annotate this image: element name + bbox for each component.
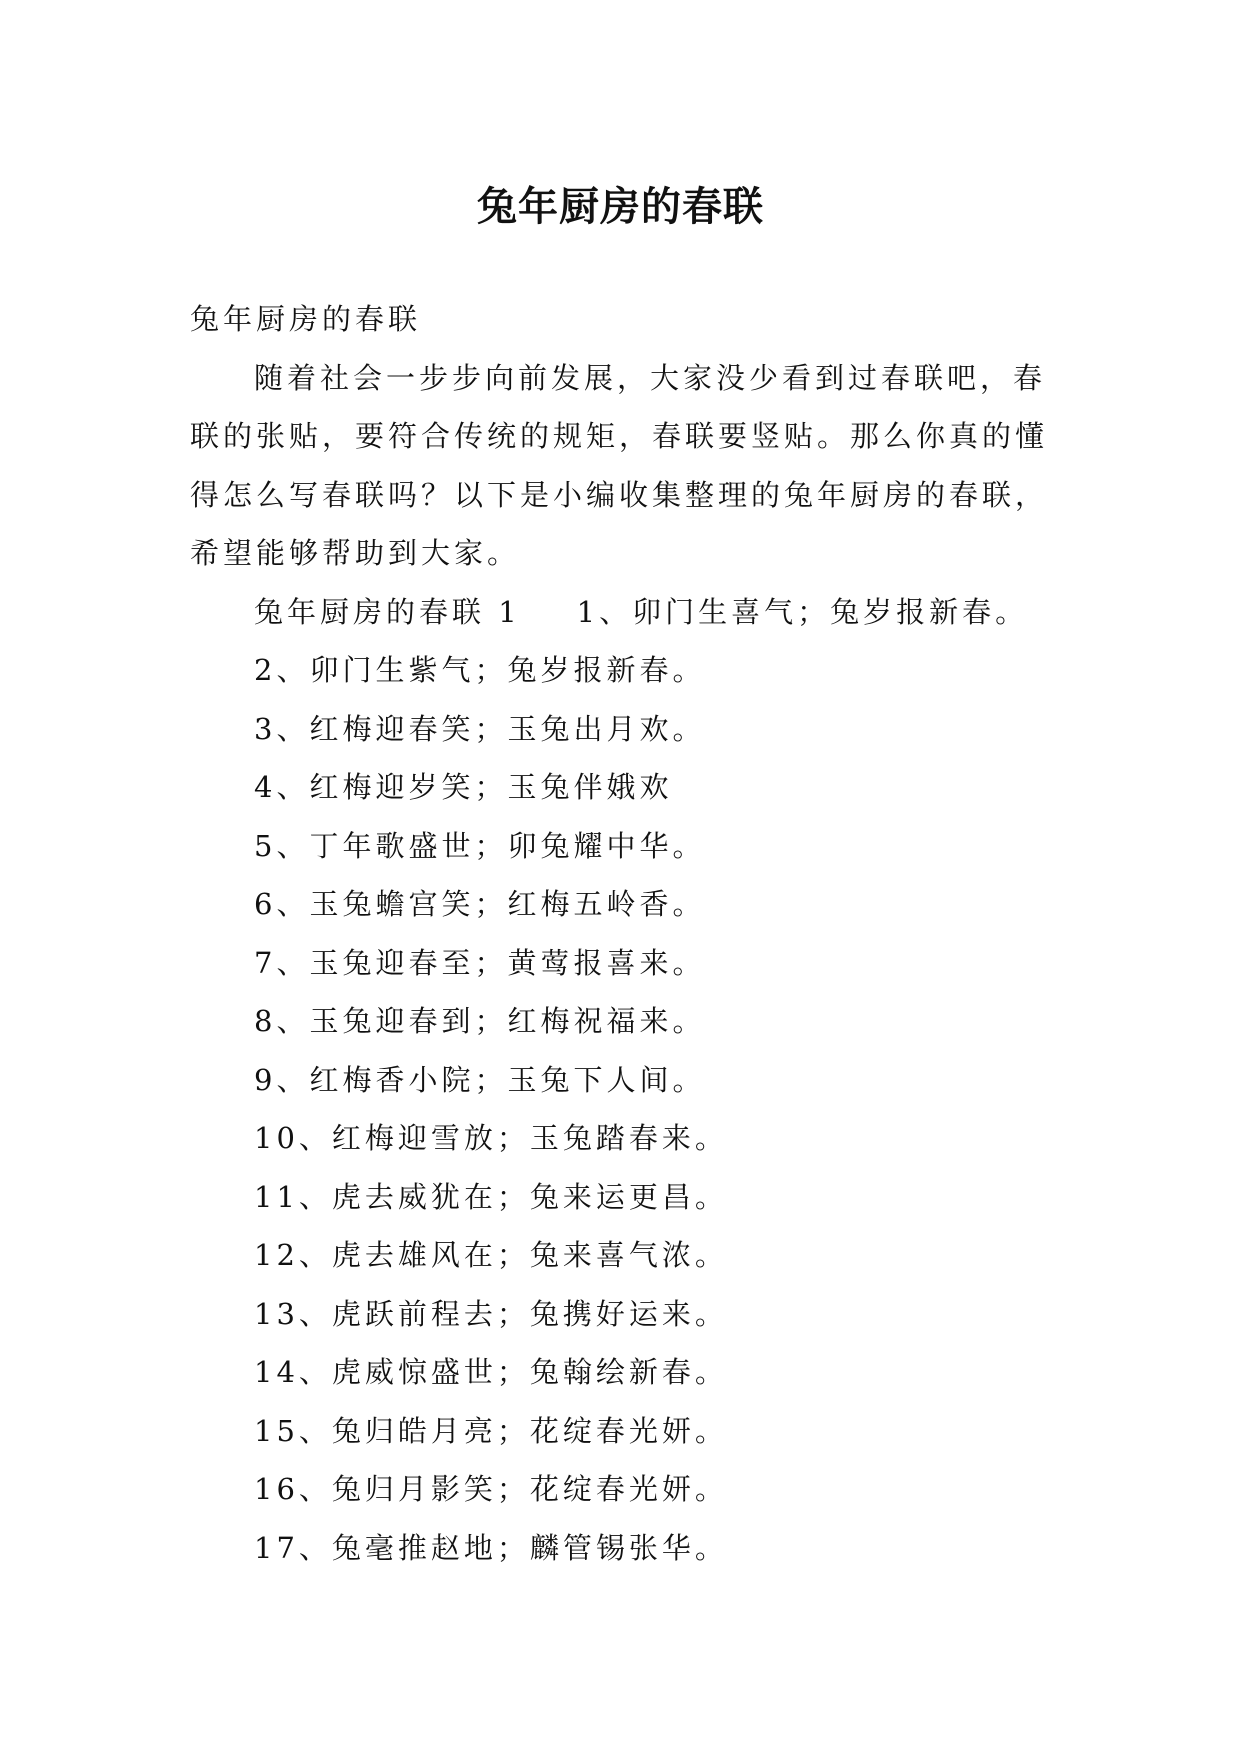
couplet-item: 17、兔毫推赵地；麟管锡张华。: [254, 1530, 728, 1565]
couplet-item: 12、虎去雄风在；兔来喜气浓。: [254, 1238, 728, 1272]
couplet-item: 2、卯门生紫气；兔岁报新春。: [254, 653, 706, 687]
couplet-item: 13、虎跃前程去；兔携好运来。: [254, 1296, 728, 1331]
couplet-item: 6、玉兔蟾宫笑；红梅五岭香。: [254, 887, 706, 921]
couplet-item: 3、红梅迎春笑；玉兔出月欢。: [254, 711, 706, 746]
couplet-item: 9、红梅香小院；玉兔下人间。: [254, 1062, 706, 1097]
intro-paragraph: 随着社会一步步向前发展，大家没少看到过春联吧，春联的张贴，要符合传统的规矩，春联要竖贴。那么你真的懂得怎么写春联吗？以下是小编收集整理的兔年厨房的春联，希望能够帮助到大家。: [190, 360, 1049, 570]
couplet-item: 8、玉兔迎春到；红梅祝福来。: [254, 1004, 706, 1038]
section-first-line: [190, 583, 1060, 642]
couplet-item: 7、玉兔迎春至；黄莺报喜来。: [254, 945, 706, 980]
couplet-item: 16、兔归月影笑；花绽春光妍。: [254, 1472, 728, 1506]
couplet-item: 1、卯门生喜气；兔岁报新春。: [576, 594, 1029, 629]
document-title: 兔年厨房的春联: [477, 183, 764, 230]
couplet-item: 15、兔归皓月亮；花绽春光妍。: [254, 1413, 728, 1448]
couplet-item: 4、红梅迎岁笑；玉兔伴娥欢: [254, 770, 673, 804]
couplet-item: 11、虎去威犹在；兔来运更昌。: [254, 1179, 728, 1214]
couplet-item: 5、丁年歌盛世；卯兔耀中华。: [254, 828, 706, 863]
document-body: [190, 290, 1060, 1577]
couplet-item: 10、红梅迎雪放；玉兔踏春来。: [254, 1121, 728, 1155]
document-subtitle: 兔年厨房的春联: [190, 302, 422, 336]
couplet-list: [190, 641, 1060, 1577]
section-heading: 兔年厨房的春联 1: [254, 594, 521, 629]
couplet-item: 14、虎威惊盛世；兔翰绘新春。: [254, 1355, 728, 1389]
